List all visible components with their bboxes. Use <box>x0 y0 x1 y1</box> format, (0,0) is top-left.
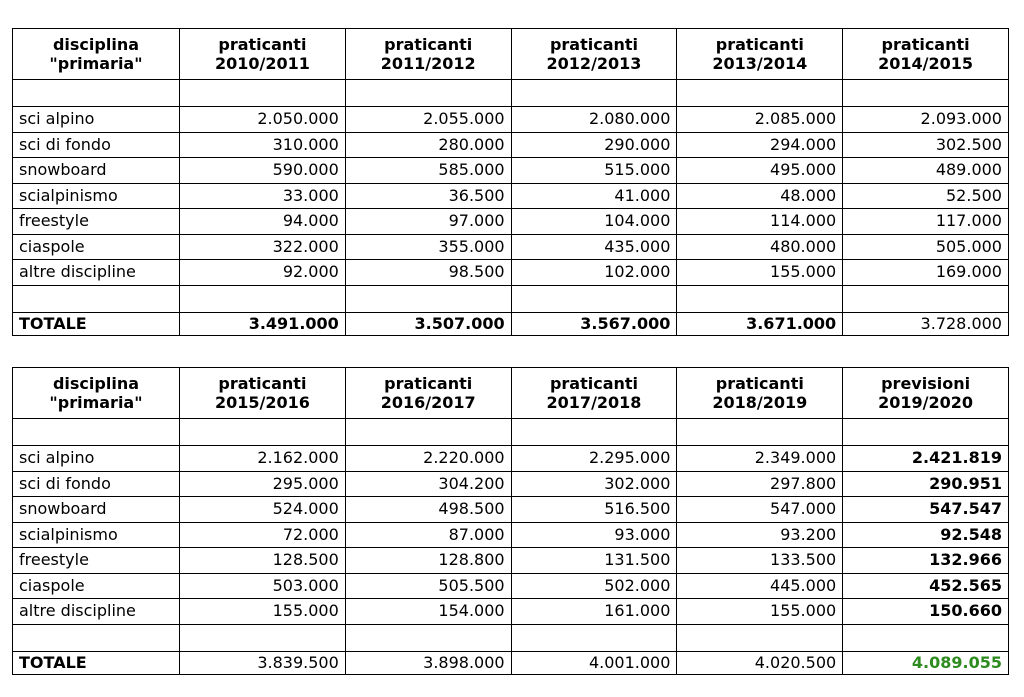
row-label: altre discipline <box>13 260 180 286</box>
row-label: ciaspole <box>13 234 180 260</box>
header-discipline: disciplina "primaria" <box>13 368 180 419</box>
forecast-value: 132.966 <box>843 548 1009 574</box>
cell-value: 498.500 <box>345 497 511 523</box>
header-column: praticanti 2011/2012 <box>345 29 511 80</box>
table-row <box>13 446 1009 472</box>
cell-value: 155.000 <box>180 599 346 625</box>
total-value: 3.507.000 <box>345 312 511 335</box>
forecast-value: 92.548 <box>843 522 1009 548</box>
table-header-row <box>13 368 1009 419</box>
table-row <box>13 497 1009 523</box>
cell-value: 489.000 <box>843 158 1009 184</box>
row-label: ciaspole <box>13 573 180 599</box>
row-label: sci di fondo <box>13 132 180 158</box>
cell-value: 2.162.000 <box>180 446 346 472</box>
cell-value: 169.000 <box>843 260 1009 286</box>
forecast-value: 452.565 <box>843 573 1009 599</box>
table-row <box>13 234 1009 260</box>
row-label: snowboard <box>13 497 180 523</box>
cell-value: 585.000 <box>345 158 511 184</box>
header-column: praticanti 2017/2018 <box>511 368 677 419</box>
cell-value: 515.000 <box>511 158 677 184</box>
cell-value: 505.000 <box>843 234 1009 260</box>
spacer-row <box>13 624 1009 651</box>
forecast-value: 547.547 <box>843 497 1009 523</box>
cell-value: 302.500 <box>843 132 1009 158</box>
cell-value: 128.500 <box>180 548 346 574</box>
cell-value: 33.000 <box>180 183 346 209</box>
cell-value: 505.500 <box>345 573 511 599</box>
table-header-row <box>13 29 1009 80</box>
table-row <box>13 132 1009 158</box>
cell-value: 2.349.000 <box>677 446 843 472</box>
table-row <box>13 599 1009 625</box>
cell-value: 2.220.000 <box>345 446 511 472</box>
row-label: sci di fondo <box>13 471 180 497</box>
cell-value: 97.000 <box>345 209 511 235</box>
header-column: praticanti 2014/2015 <box>843 29 1009 80</box>
row-label: scialpinismo <box>13 183 180 209</box>
cell-value: 495.000 <box>677 158 843 184</box>
row-label: freestyle <box>13 209 180 235</box>
row-label: freestyle <box>13 548 180 574</box>
cell-value: 502.000 <box>511 573 677 599</box>
spacer-row <box>13 285 1009 312</box>
header-column: praticanti 2012/2013 <box>511 29 677 80</box>
table-row <box>13 158 1009 184</box>
forecast-value: 2.421.819 <box>843 446 1009 472</box>
total-row <box>13 312 1009 335</box>
cell-value: 92.000 <box>180 260 346 286</box>
row-label: snowboard <box>13 158 180 184</box>
cell-value: 98.500 <box>345 260 511 286</box>
row-label: sci alpino <box>13 107 180 133</box>
table-row <box>13 548 1009 574</box>
cell-value: 290.000 <box>511 132 677 158</box>
spacer-row <box>13 419 1009 446</box>
cell-value: 87.000 <box>345 522 511 548</box>
table-row <box>13 573 1009 599</box>
cell-value: 52.500 <box>843 183 1009 209</box>
cell-value: 94.000 <box>180 209 346 235</box>
spacer-row <box>13 80 1009 107</box>
cell-value: 161.000 <box>511 599 677 625</box>
forecast-value: 150.660 <box>843 599 1009 625</box>
header-column: previsioni 2019/2020 <box>843 368 1009 419</box>
table-row <box>13 209 1009 235</box>
total-value: 3.567.000 <box>511 312 677 335</box>
header-column: praticanti 2010/2011 <box>180 29 346 80</box>
cell-value: 590.000 <box>180 158 346 184</box>
total-value: 3.728.000 <box>843 312 1009 335</box>
cell-value: 155.000 <box>677 599 843 625</box>
forecast-total-value: 4.089.055 <box>843 651 1009 674</box>
cell-value: 304.200 <box>345 471 511 497</box>
cell-value: 547.000 <box>677 497 843 523</box>
cell-value: 48.000 <box>677 183 843 209</box>
cell-value: 295.000 <box>180 471 346 497</box>
cell-value: 2.050.000 <box>180 107 346 133</box>
cell-value: 114.000 <box>677 209 843 235</box>
total-value: 3.491.000 <box>180 312 346 335</box>
cell-value: 302.000 <box>511 471 677 497</box>
cell-value: 93.000 <box>511 522 677 548</box>
total-value: 4.001.000 <box>511 651 677 674</box>
cell-value: 2.080.000 <box>511 107 677 133</box>
total-label: TOTALE <box>13 312 180 335</box>
cell-value: 355.000 <box>345 234 511 260</box>
cell-value: 445.000 <box>677 573 843 599</box>
forecast-value: 290.951 <box>843 471 1009 497</box>
cell-value: 154.000 <box>345 599 511 625</box>
cell-value: 2.085.000 <box>677 107 843 133</box>
cell-value: 36.500 <box>345 183 511 209</box>
header-column: praticanti 2013/2014 <box>677 29 843 80</box>
cell-value: 516.500 <box>511 497 677 523</box>
cell-value: 297.800 <box>677 471 843 497</box>
cell-value: 2.055.000 <box>345 107 511 133</box>
cell-value: 131.500 <box>511 548 677 574</box>
cell-value: 294.000 <box>677 132 843 158</box>
cell-value: 117.000 <box>843 209 1009 235</box>
cell-value: 133.500 <box>677 548 843 574</box>
table-row <box>13 183 1009 209</box>
header-discipline: disciplina "primaria" <box>13 29 180 80</box>
total-value: 3.898.000 <box>345 651 511 674</box>
cell-value: 93.200 <box>677 522 843 548</box>
total-row <box>13 651 1009 674</box>
row-label: scialpinismo <box>13 522 180 548</box>
cell-value: 310.000 <box>180 132 346 158</box>
cell-value: 128.800 <box>345 548 511 574</box>
total-value: 4.020.500 <box>677 651 843 674</box>
cell-value: 2.093.000 <box>843 107 1009 133</box>
cell-value: 41.000 <box>511 183 677 209</box>
cell-value: 104.000 <box>511 209 677 235</box>
cell-value: 480.000 <box>677 234 843 260</box>
table-row <box>13 260 1009 286</box>
participants-table-2015-2020 <box>12 367 1009 675</box>
cell-value: 155.000 <box>677 260 843 286</box>
cell-value: 102.000 <box>511 260 677 286</box>
row-label: altre discipline <box>13 599 180 625</box>
table-row <box>13 471 1009 497</box>
cell-value: 435.000 <box>511 234 677 260</box>
total-value: 3.671.000 <box>677 312 843 335</box>
header-column: praticanti 2018/2019 <box>677 368 843 419</box>
table-row <box>13 522 1009 548</box>
cell-value: 2.295.000 <box>511 446 677 472</box>
cell-value: 280.000 <box>345 132 511 158</box>
header-column: praticanti 2016/2017 <box>345 368 511 419</box>
cell-value: 503.000 <box>180 573 346 599</box>
table-row <box>13 107 1009 133</box>
header-column: praticanti 2015/2016 <box>180 368 346 419</box>
total-value: 3.839.500 <box>180 651 346 674</box>
cell-value: 322.000 <box>180 234 346 260</box>
cell-value: 524.000 <box>180 497 346 523</box>
total-label: TOTALE <box>13 651 180 674</box>
participants-table-2010-2015 <box>12 28 1009 336</box>
row-label: sci alpino <box>13 446 180 472</box>
cell-value: 72.000 <box>180 522 346 548</box>
